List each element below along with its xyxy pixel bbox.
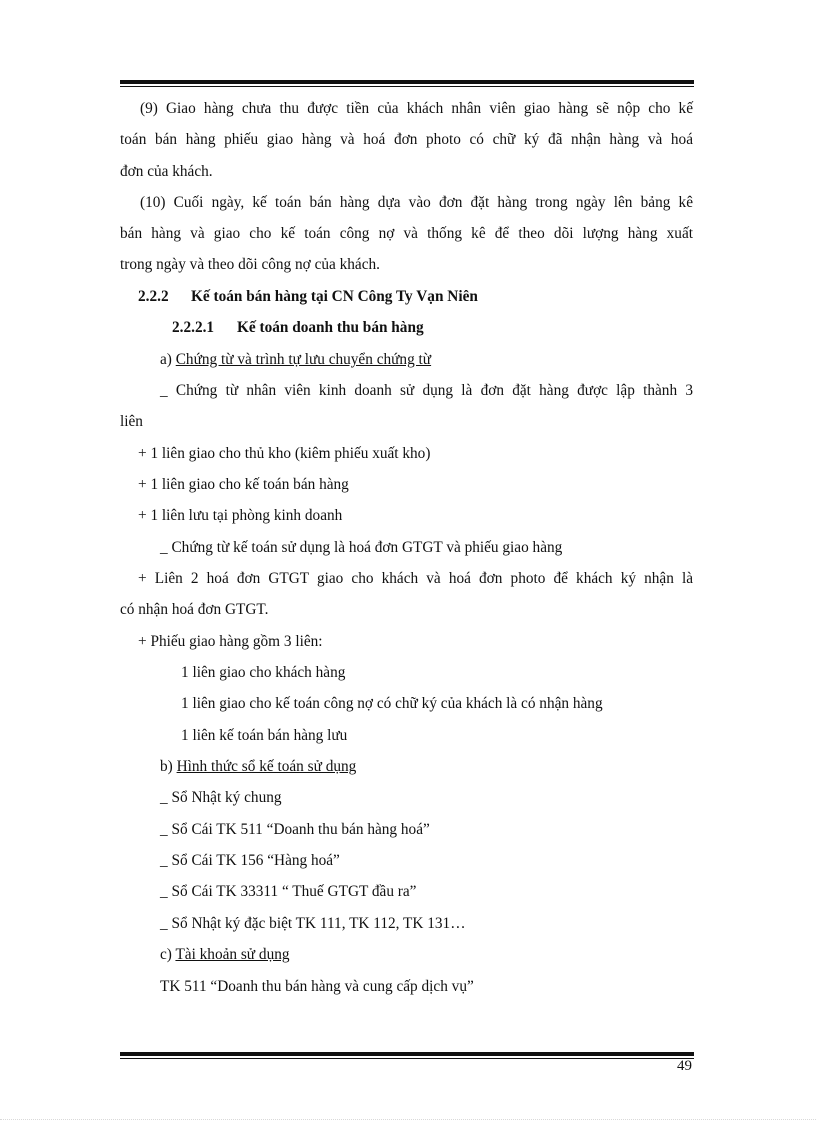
delivery-note-heading: + Phiếu giao hàng gồm 3 liên:: [138, 633, 323, 650]
subsection-c-title: Tài khoản sử dụng: [175, 946, 290, 963]
paragraph-10-line-2: bán hàng và giao cho kế toán công nợ và thống kê để theo dõi lượng hàng xuất: [120, 225, 693, 242]
account-511: TK 511 “Doanh thu bán hàng và cung cấp dịch vụ”: [160, 978, 474, 995]
paragraph-9-line-3: đơn của khách.: [120, 163, 213, 180]
page-number: 49: [677, 1058, 692, 1074]
section-2-2-2-title: Kế toán bán hàng tại CN Công Ty Vạn Niên: [191, 288, 478, 305]
ledger-item-3: _ Sổ Cái TK 156 “Hàng hoá”: [160, 852, 340, 869]
ledger-item-2: _ Sổ Cái TK 511 “Doanh thu bán hàng hoá”: [160, 821, 430, 838]
ledger-item-1: _ Sổ Nhật ký chung: [160, 789, 282, 806]
subsection-b-heading: [160, 757, 356, 777]
vat-invoice-line-2: có nhận hoá đơn GTGT.: [120, 601, 269, 618]
section-2-2-2-1-number: 2.2.2.1: [172, 319, 215, 336]
vat-invoice-line-1: + Liên 2 hoá đơn GTGT giao cho khách và hoá đơn photo để khách ký nhận là: [138, 570, 693, 587]
section-2-2-2-1-title: Kế toán doanh thu bán hàng: [237, 319, 424, 336]
paragraph-10-line-1: (10) Cuối ngày, kế toán bán hàng dựa vào đơn đặt hàng trong ngày lên bảng kê: [140, 194, 693, 211]
delivery-copy-2: 1 liên giao cho kế toán công nợ có chữ ký của khách là có nhận hàng: [181, 695, 603, 712]
subsection-a-title: Chứng từ và trình tự lưu chuyển chứng từ: [175, 351, 432, 368]
copy-item-1: + 1 liên giao cho thủ kho (kiêm phiếu xuất kho): [138, 445, 431, 462]
footer-rule: [120, 1052, 694, 1059]
page-edge-dotted-line: [0, 1119, 816, 1120]
paragraph-9-line-1: (9) Giao hàng chưa thu được tiền của khách nhân viên giao hàng sẽ nộp cho kế: [140, 100, 693, 117]
paragraph-10-line-3: trong ngày và theo dõi công nợ của khách.: [120, 256, 380, 273]
subsection-a-prefix: a): [160, 351, 176, 368]
paragraph-9-line-2: toán bán hàng phiếu giao hàng và hoá đơn photo có chữ ký đã nhận hàng và hoá: [120, 131, 693, 148]
delivery-copy-1: 1 liên giao cho khách hàng: [181, 664, 346, 681]
subsection-b-title: Hình thức sổ kế toán sử dụng: [176, 758, 357, 775]
subsection-b-prefix: b): [160, 758, 177, 775]
section-2-2-2-number: 2.2.2: [138, 288, 169, 305]
ledger-item-4: _ Sổ Cái TK 33311 “ Thuế GTGT đầu ra”: [160, 883, 417, 900]
document-line-1-cont: liên: [120, 413, 143, 430]
delivery-copy-3: 1 liên kế toán bán hàng lưu: [181, 727, 348, 744]
subsection-a-heading: [160, 350, 431, 370]
subsection-c-heading: [160, 945, 290, 965]
subsection-c-prefix: c): [160, 946, 176, 963]
document-line-1: _ Chứng từ nhân viên kinh doanh sử dụng là đơn đặt hàng được lập thành 3: [160, 382, 693, 399]
ledger-item-5: _ Sổ Nhật ký đặc biệt TK 111, TK 112, TK 131…: [160, 915, 466, 932]
document-line-2: _ Chứng từ kế toán sử dụng là hoá đơn GTGT và phiếu giao hàng: [160, 539, 563, 556]
header-rule: [120, 80, 694, 87]
copy-item-3: + 1 liên lưu tại phòng kinh doanh: [138, 507, 343, 524]
copy-item-2: + 1 liên giao cho kế toán bán hàng: [138, 476, 349, 493]
